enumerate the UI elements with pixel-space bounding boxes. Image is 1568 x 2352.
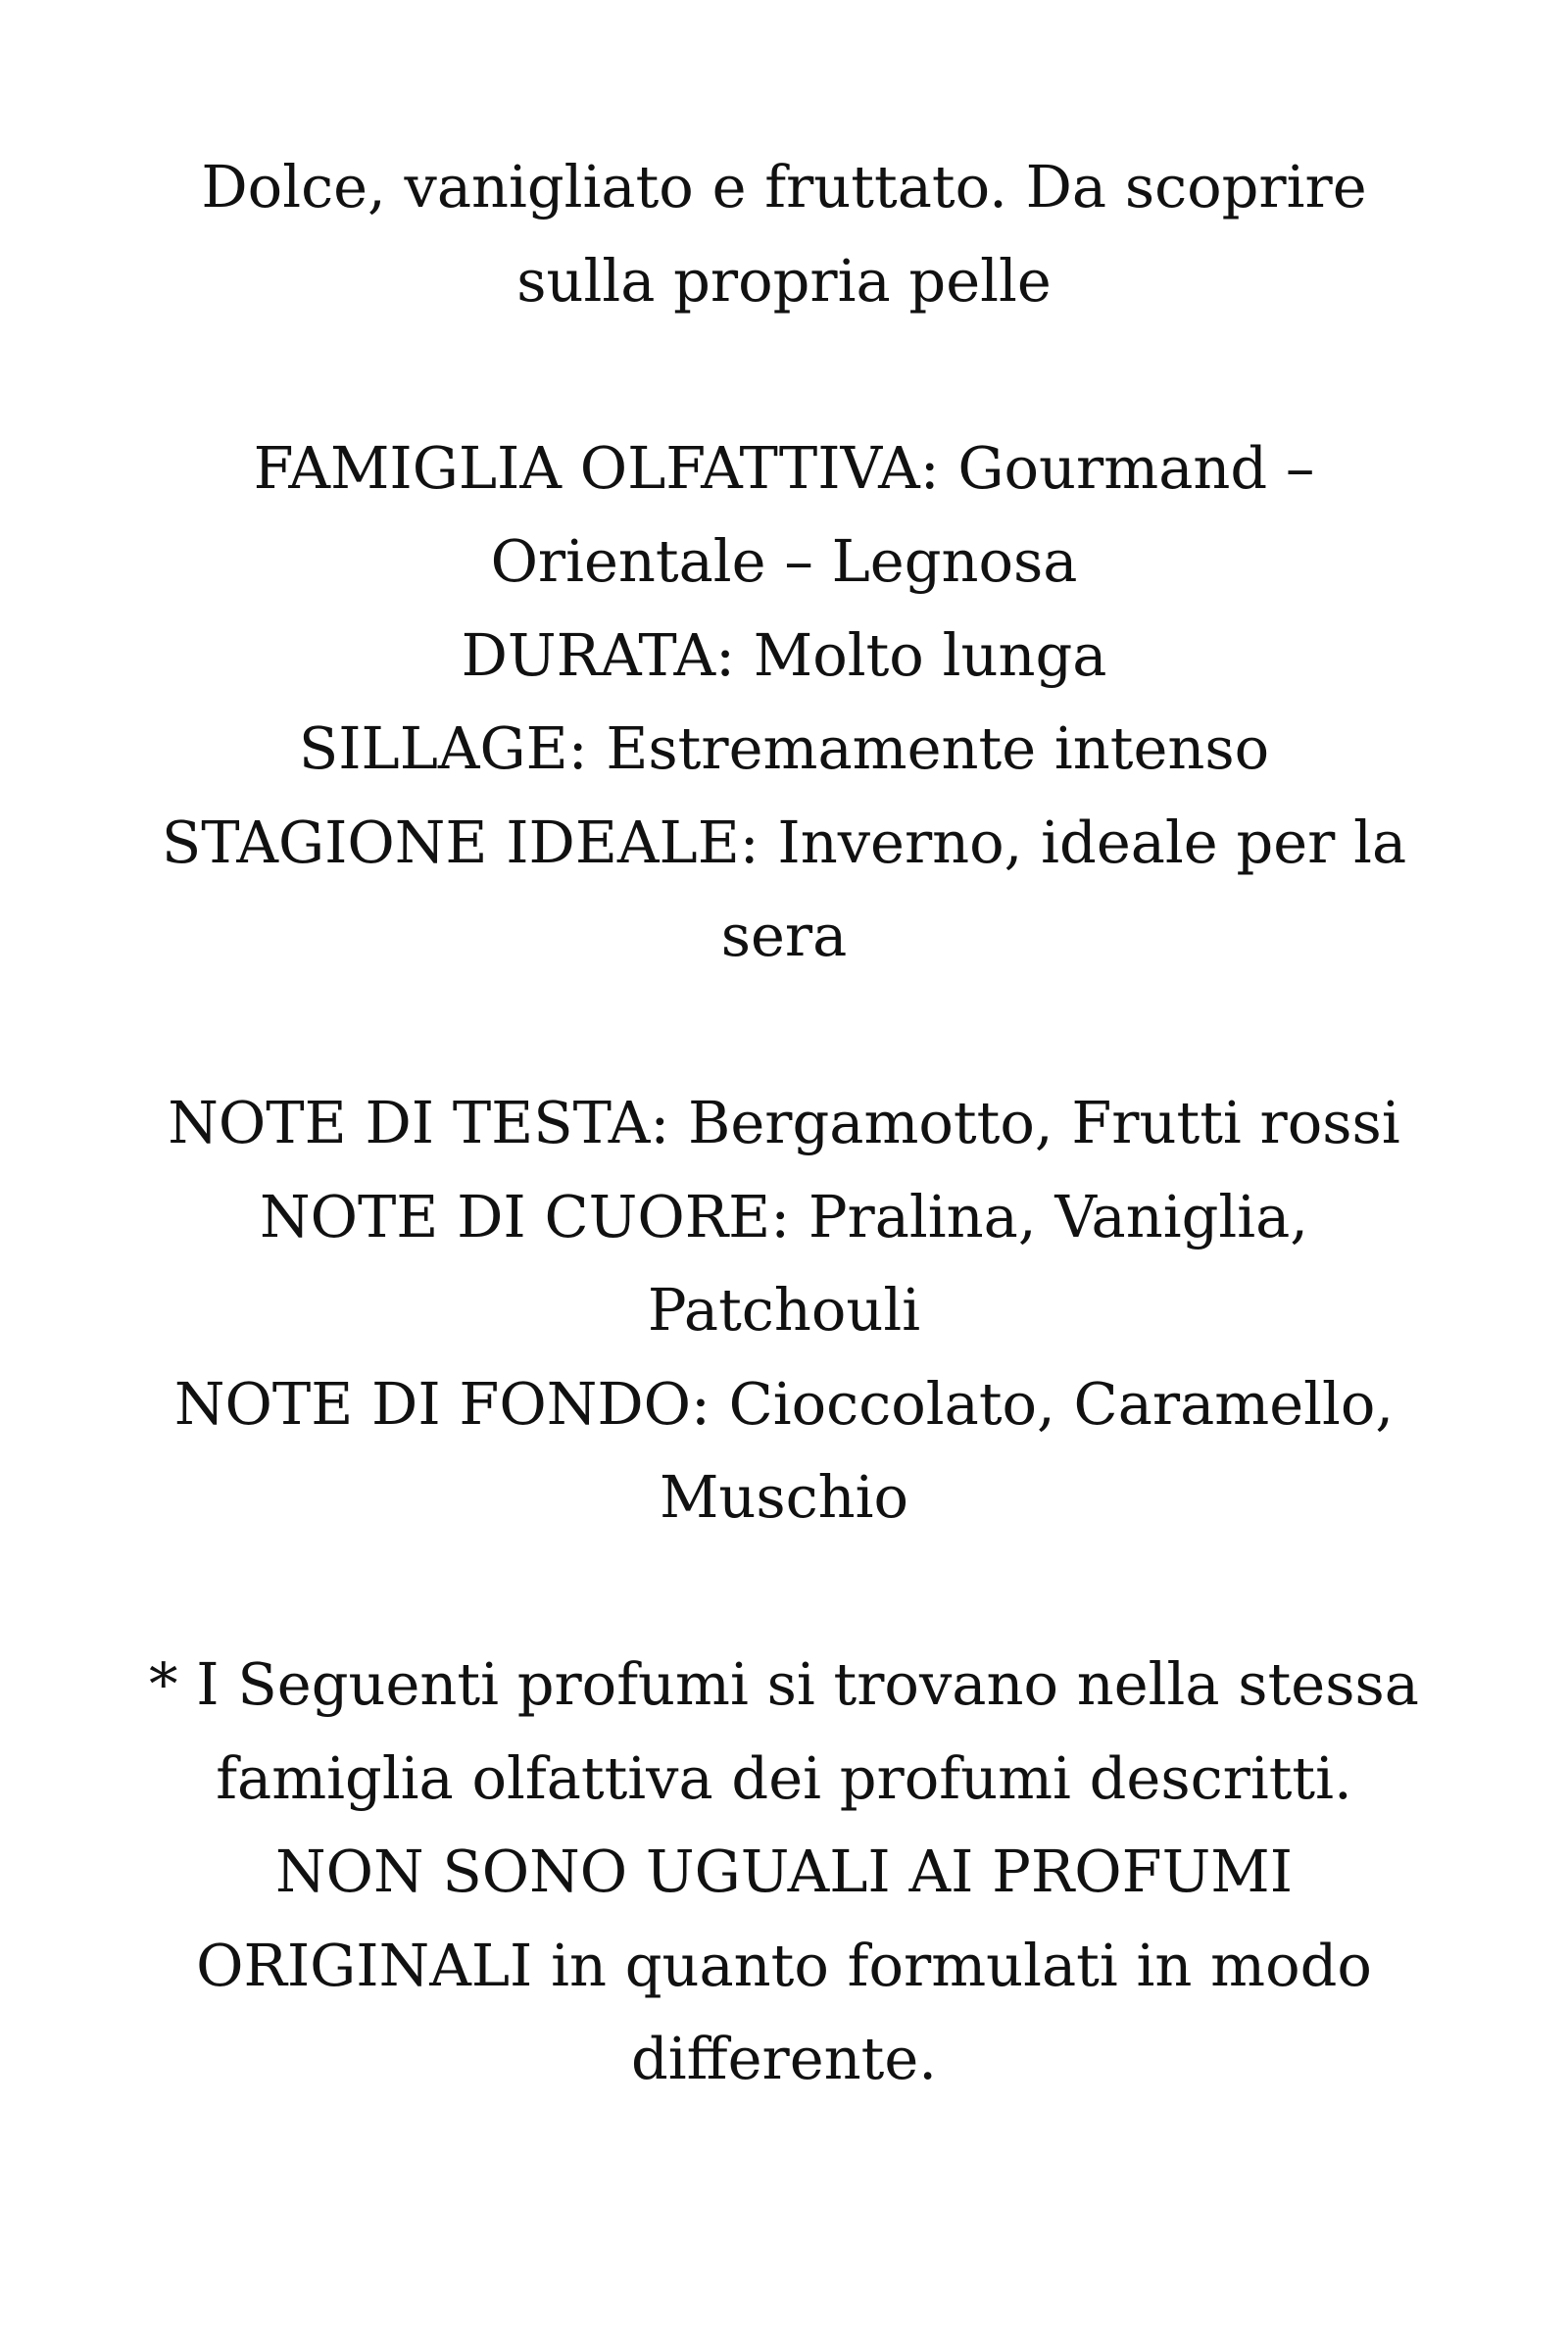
base-notes-line: NOTE DI FONDO: Cioccolato, Caramello, Muschio: [173, 1369, 1395, 1531]
top-notes-line: NOTE DI TESTA: Bergamotto, Frutti rossi: [168, 1089, 1400, 1156]
sillage-line: SILLAGE: Estremamente intenso: [298, 714, 1270, 782]
family-line: FAMIGLIA OLFATTIVA: Gourmand – Orientale – Legnosa: [253, 433, 1315, 595]
disclaimer-text: * I Seguenti profumi si trovano nella stessa famiglia olfattiva dei profumi descritti. NON SONO UGUALI AI PROFUMI ORIGINALI in quanto formulati in modo differente.: [149, 1650, 1419, 2092]
heart-notes-line: NOTE DI CUORE: Pralina, Vaniglia, Patchouli: [259, 1182, 1309, 1344]
notes-block: [137, 1076, 1431, 1544]
duration-line: DURATA: Molto lunga: [461, 620, 1107, 689]
season-line: STAGIONE IDEALE: Inverno, ideale per la sera: [161, 808, 1407, 969]
product-description: [137, 140, 1431, 2199]
intro-text: Dolce, vanigliato e fruttato. Da scoprire sulla propria pelle: [201, 153, 1367, 315]
details-block: [137, 421, 1431, 983]
